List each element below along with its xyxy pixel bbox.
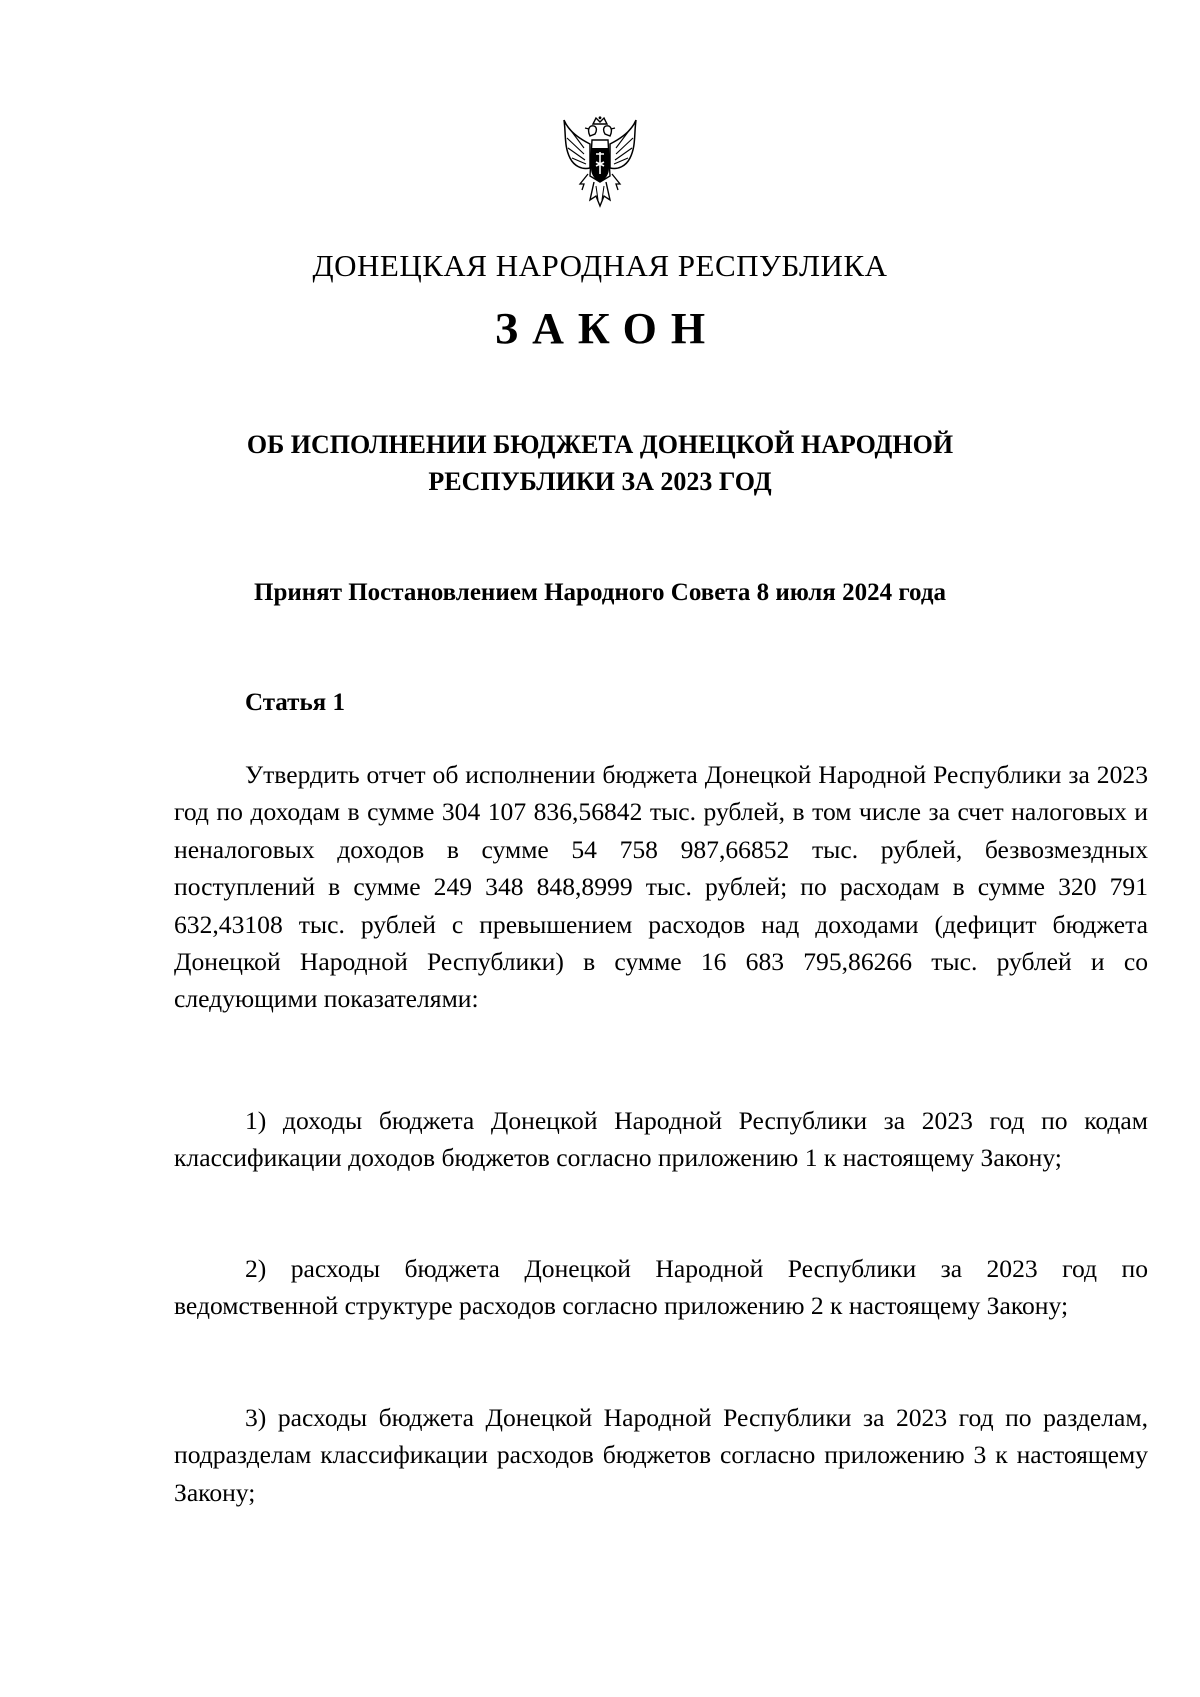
article-item: 2) расходы бюджета Донецкой Народной Республики за 2023 год по ведомственной структуре расходов согласно приложению 2 к настоящему Закону;: [174, 1254, 1148, 1321]
article-item: 3) расходы бюджета Донецкой Народной Республики за 2023 год по разделам, подразделам классификации расходов бюджетов согласно приложению 3 к настоящему Закону;: [174, 1403, 1148, 1507]
document-type-heading: ЗАКОН: [494, 304, 720, 353]
coat-of-arms-icon: [560, 116, 640, 220]
article-main-paragraph: Утвердить отчет об исполнении бюджета Донецкой Народной Республики за 2023 год по доходам в сумме 304 107 836,56842 тыс. рублей, в том числе за счет налоговых и неналоговых доходов в сумме 54 758 987,66852 тыс. рублей, безвозмездных поступлений в сумме 249 348 848,8999 тыс. рублей; по расходам в сумме 320 791 632,43108 тыс. рублей с превышением расходов над доходами (дефицит бюджета Донецкой Народной Республики) в сумме 16 683 795,86266 тыс. рублей и со следующими показателями:: [174, 760, 1148, 1014]
law-subject-line: РЕСПУБЛИКИ ЗА 2023 ГОД: [428, 467, 772, 496]
republic-name: ДОНЕЦКАЯ НАРОДНАЯ РЕСПУБЛИКА: [312, 248, 888, 283]
article-title: Статья 1: [245, 689, 345, 716]
law-subject-line: ОБ ИСПОЛНЕНИИ БЮДЖЕТА ДОНЕЦКОЙ НАРОДНОЙ: [246, 430, 954, 459]
adoption-note: Принят Постановлением Народного Совета 8 июля 2024 года: [254, 579, 946, 606]
law-subject-title: [0, 426, 1200, 500]
article-item: 1) доходы бюджета Донецкой Народной Республики за 2023 год по кодам классификации доходов бюджетов согласно приложению 1 к настоящему Закону;: [174, 1106, 1148, 1173]
